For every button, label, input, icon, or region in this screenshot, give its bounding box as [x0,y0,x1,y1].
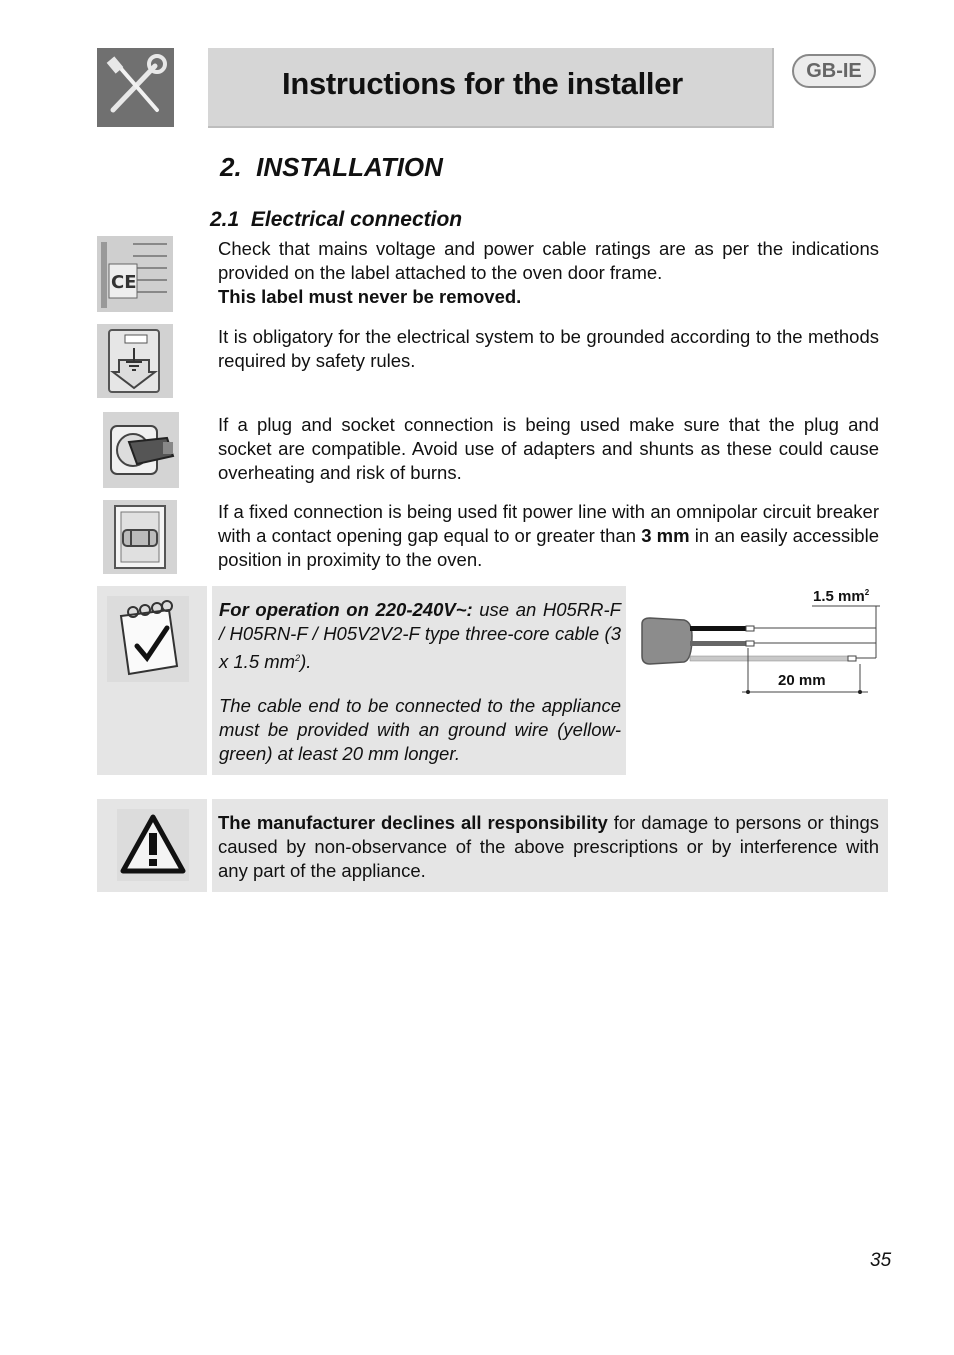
section-title: INSTALLATION [256,152,443,182]
warning-icon-panel [97,799,207,892]
warning-text: The manufacturer declines all responsibility for damage to persons or things caused by non-observance of the above prescriptions or by interference with any part of the appliance. [218,812,879,881]
paragraph-fixed-connection: If a fixed connection is being used fit power line with an omnipolar circuit breaker with a contact opening gap equal to or greater than 3 mm in an easily accessible position in proximity to the oven. [218,501,879,570]
diagram-section-label: 1.5 $mm^2$ [813,588,870,605]
svg-text:CE: CE [111,272,137,293]
notepad-icon [107,596,189,682]
ground-icon [97,324,173,398]
note-cable-type: For operation on 220-240V~: use an H05RR-F / H05RN-F / H05V2V2-F type three-core cable (3 x 1.5 $mm^2$). [219,599,621,673]
section-number: 2. [220,152,242,182]
subsection-heading [210,208,462,232]
paragraph-grounding: It is obligatory for the electrical system to be grounded according to the methods required by safety rules. [218,326,879,371]
subsection-title: Electrical connection [250,208,463,231]
paragraph-plug-socket: If a plug and socket connection is being used make sure that the plug and socket are compatible. Avoid use of adapters and shunts as these could cause overheating and risk of burns. [218,414,879,483]
page-title: Instructions for the installer [282,66,683,101]
note-ground-wire: The cable end to be connected to the appliance must be provided with an ground wire (yellow-green) at least 20 mm longer. [219,695,621,764]
subsection-number: 2.1 [210,208,240,231]
ce-label-icon [97,236,173,312]
note-icon-panel [97,586,207,775]
language-badge: GB-IE [792,54,876,88]
paragraph-label-check: Check that mains voltage and power cable ratings are as per the indications provided on the label attached to the oven door frame. [218,238,879,283]
paragraph-label-warning: This label must never be removed. [218,286,522,307]
diagram-length-label: 20 mm [778,672,826,689]
section-heading [220,152,443,183]
tools-icon [97,48,174,127]
breaker-icon [103,500,177,574]
plug-socket-icon [103,412,179,488]
warning-icon [117,809,189,881]
cable-diagram [636,586,886,701]
page-number: 35 [870,1250,892,1271]
